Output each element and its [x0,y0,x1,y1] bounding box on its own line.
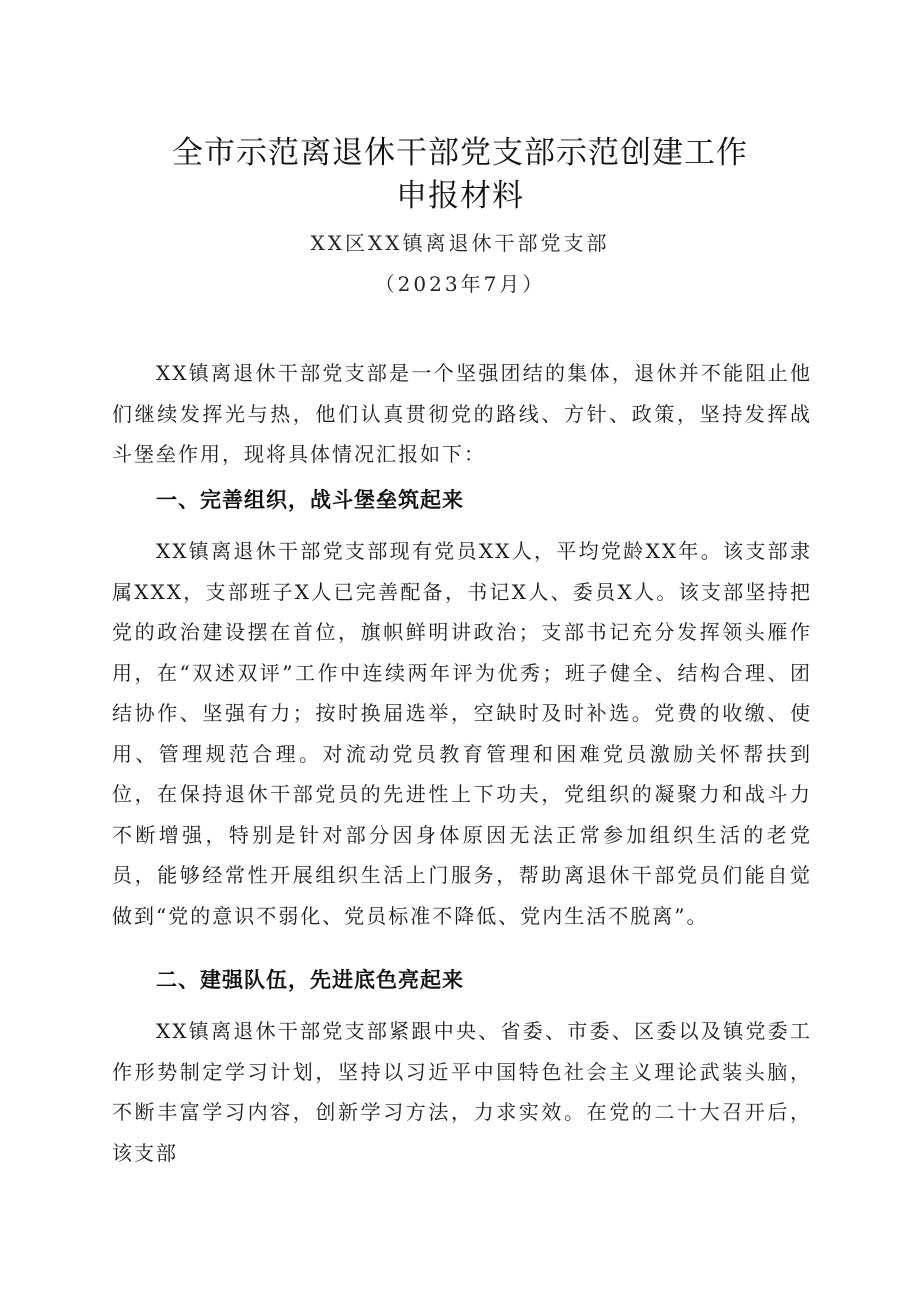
document-title-line-2: 申报材料 [396,178,524,214]
section-1-heading: 一、完善组织，战斗堡垒筑起来 [156,488,464,512]
organization-name: XX区XX镇离退休干部党支部 [310,231,610,255]
section-2-heading: 二、建强队伍，先进底色亮起来 [156,968,464,992]
document-title-line-1: 全市示范离退休干部党支部示范创建工作 [172,135,748,171]
intro-paragraph: XX镇离退休干部党支部是一个坚强团结的集体，退休并不能阻止他们继续发挥光与热，他们认真贯彻党的路线、方针、政策，坚持发挥战斗堡垒作用，现将具体情况汇报如下： [112,361,812,466]
document-date: （2023年7月） [374,272,546,296]
section-2-paragraph: XX镇离退休干部党支部紧跟中央、省委、市委、区委以及镇党委工作形势制定学习计划，坚持以习近平中国特色社会主义理论武装头脑，不断丰富学习内容，创新学习方法，力求实效。在党的二十大召开后，该支部 [112,1019,812,1165]
section-1-paragraph: XX镇离退休干部党支部现有党员XX人，平均党龄XX年。该支部隶属XXX，支部班子X人已完善配备，书记X人、委员X人。该支部坚持把党的政治建设摆在首位，旗帜鲜明讲政治；支部书记充分发挥领头雁作用，在“双述双评”工作中连续两年评为优秀；班子健全、结构合理、团结协作、坚强有力；按时换届选举，空缺时及时补选。党费的收缴、使用、管理规范合理。对流动党员教育管理和困难党员激励关怀帮扶到位，在保持退休干部党员的先进性上下功夫，党组织的凝聚力和战斗力不断增强，特别是针对部分因身体原因无法正常参加组织生活的老党员，能够经常性开展组织生活上门服务，帮助离退休干部党员们能自觉做到“党的意识不弱化、党员标准不降低、党内生活不脱离”。 [112,539,812,928]
